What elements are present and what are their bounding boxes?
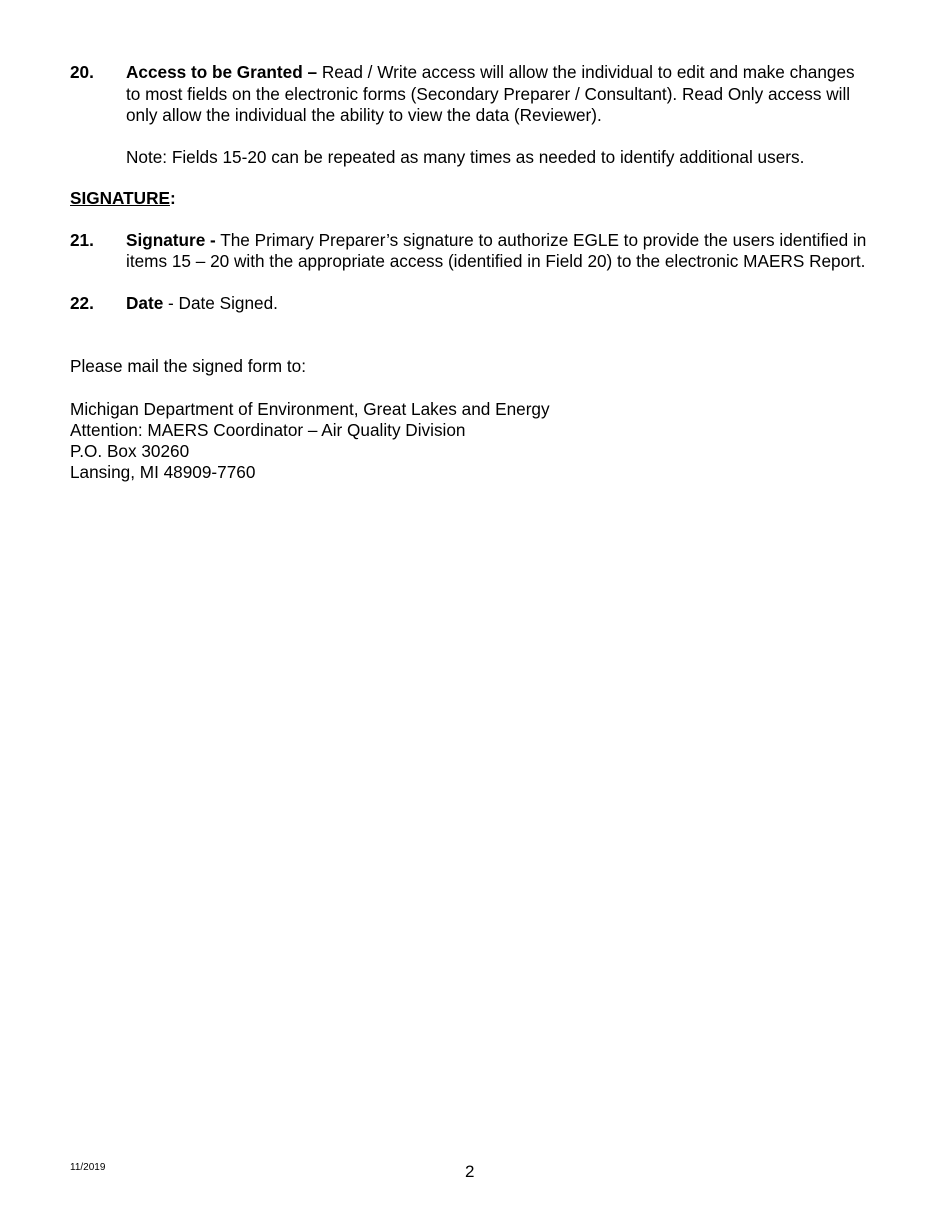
mailing-address [70, 399, 870, 484]
item-20 [70, 62, 870, 127]
item-description: - Date Signed. [163, 292, 278, 313]
item-text [126, 230, 870, 273]
item-description: Read / Write access will allow the individual to edit and make changes to most fields on the electronic forms (Secondary Preparer / Consultant). Read Only access will only allow the individual the ability to view the data (Reviewer). [126, 62, 855, 125]
item-number: 22. [70, 292, 94, 313]
address-line-attention: Attention: MAERS Coordinator – Air Quality Division [70, 419, 466, 440]
address-line-po-box: P.O. Box 30260 [70, 441, 190, 462]
document-page [70, 62, 870, 484]
section-heading-colon: : [169, 188, 176, 208]
repeat-note: Note: Fields 15-20 can be repeated as many times as needed to identify additional users. [126, 146, 805, 167]
item-title: Access to be Granted – [126, 62, 318, 82]
item-description: The Primary Preparer’s signature to authorize EGLE to provide the users identified in items 15 – 20 with the appropriate access (identified in Field 20) to the electronic MAERS Report. [126, 229, 867, 271]
item-text [126, 293, 870, 315]
footer-page-number: 2 [465, 1162, 475, 1181]
item-title: Signature - [126, 229, 216, 250]
item-number: 20. [70, 62, 94, 82]
item-number: 21. [70, 229, 94, 250]
address-line-city: Lansing, MI 48909-7760 [70, 462, 256, 483]
footer-revision-date: 11/2019 [70, 1162, 106, 1173]
section-heading-label: SIGNATURE [70, 188, 170, 208]
section-heading-signature [70, 188, 870, 210]
item-22 [70, 293, 870, 315]
item-title: Date [126, 292, 164, 313]
address-line-organization: Michigan Department of Environment, Great Lakes and Energy [70, 398, 550, 419]
item-21 [70, 230, 870, 273]
item-text [126, 62, 870, 127]
mail-instructions: Please mail the signed form to: [70, 356, 306, 376]
